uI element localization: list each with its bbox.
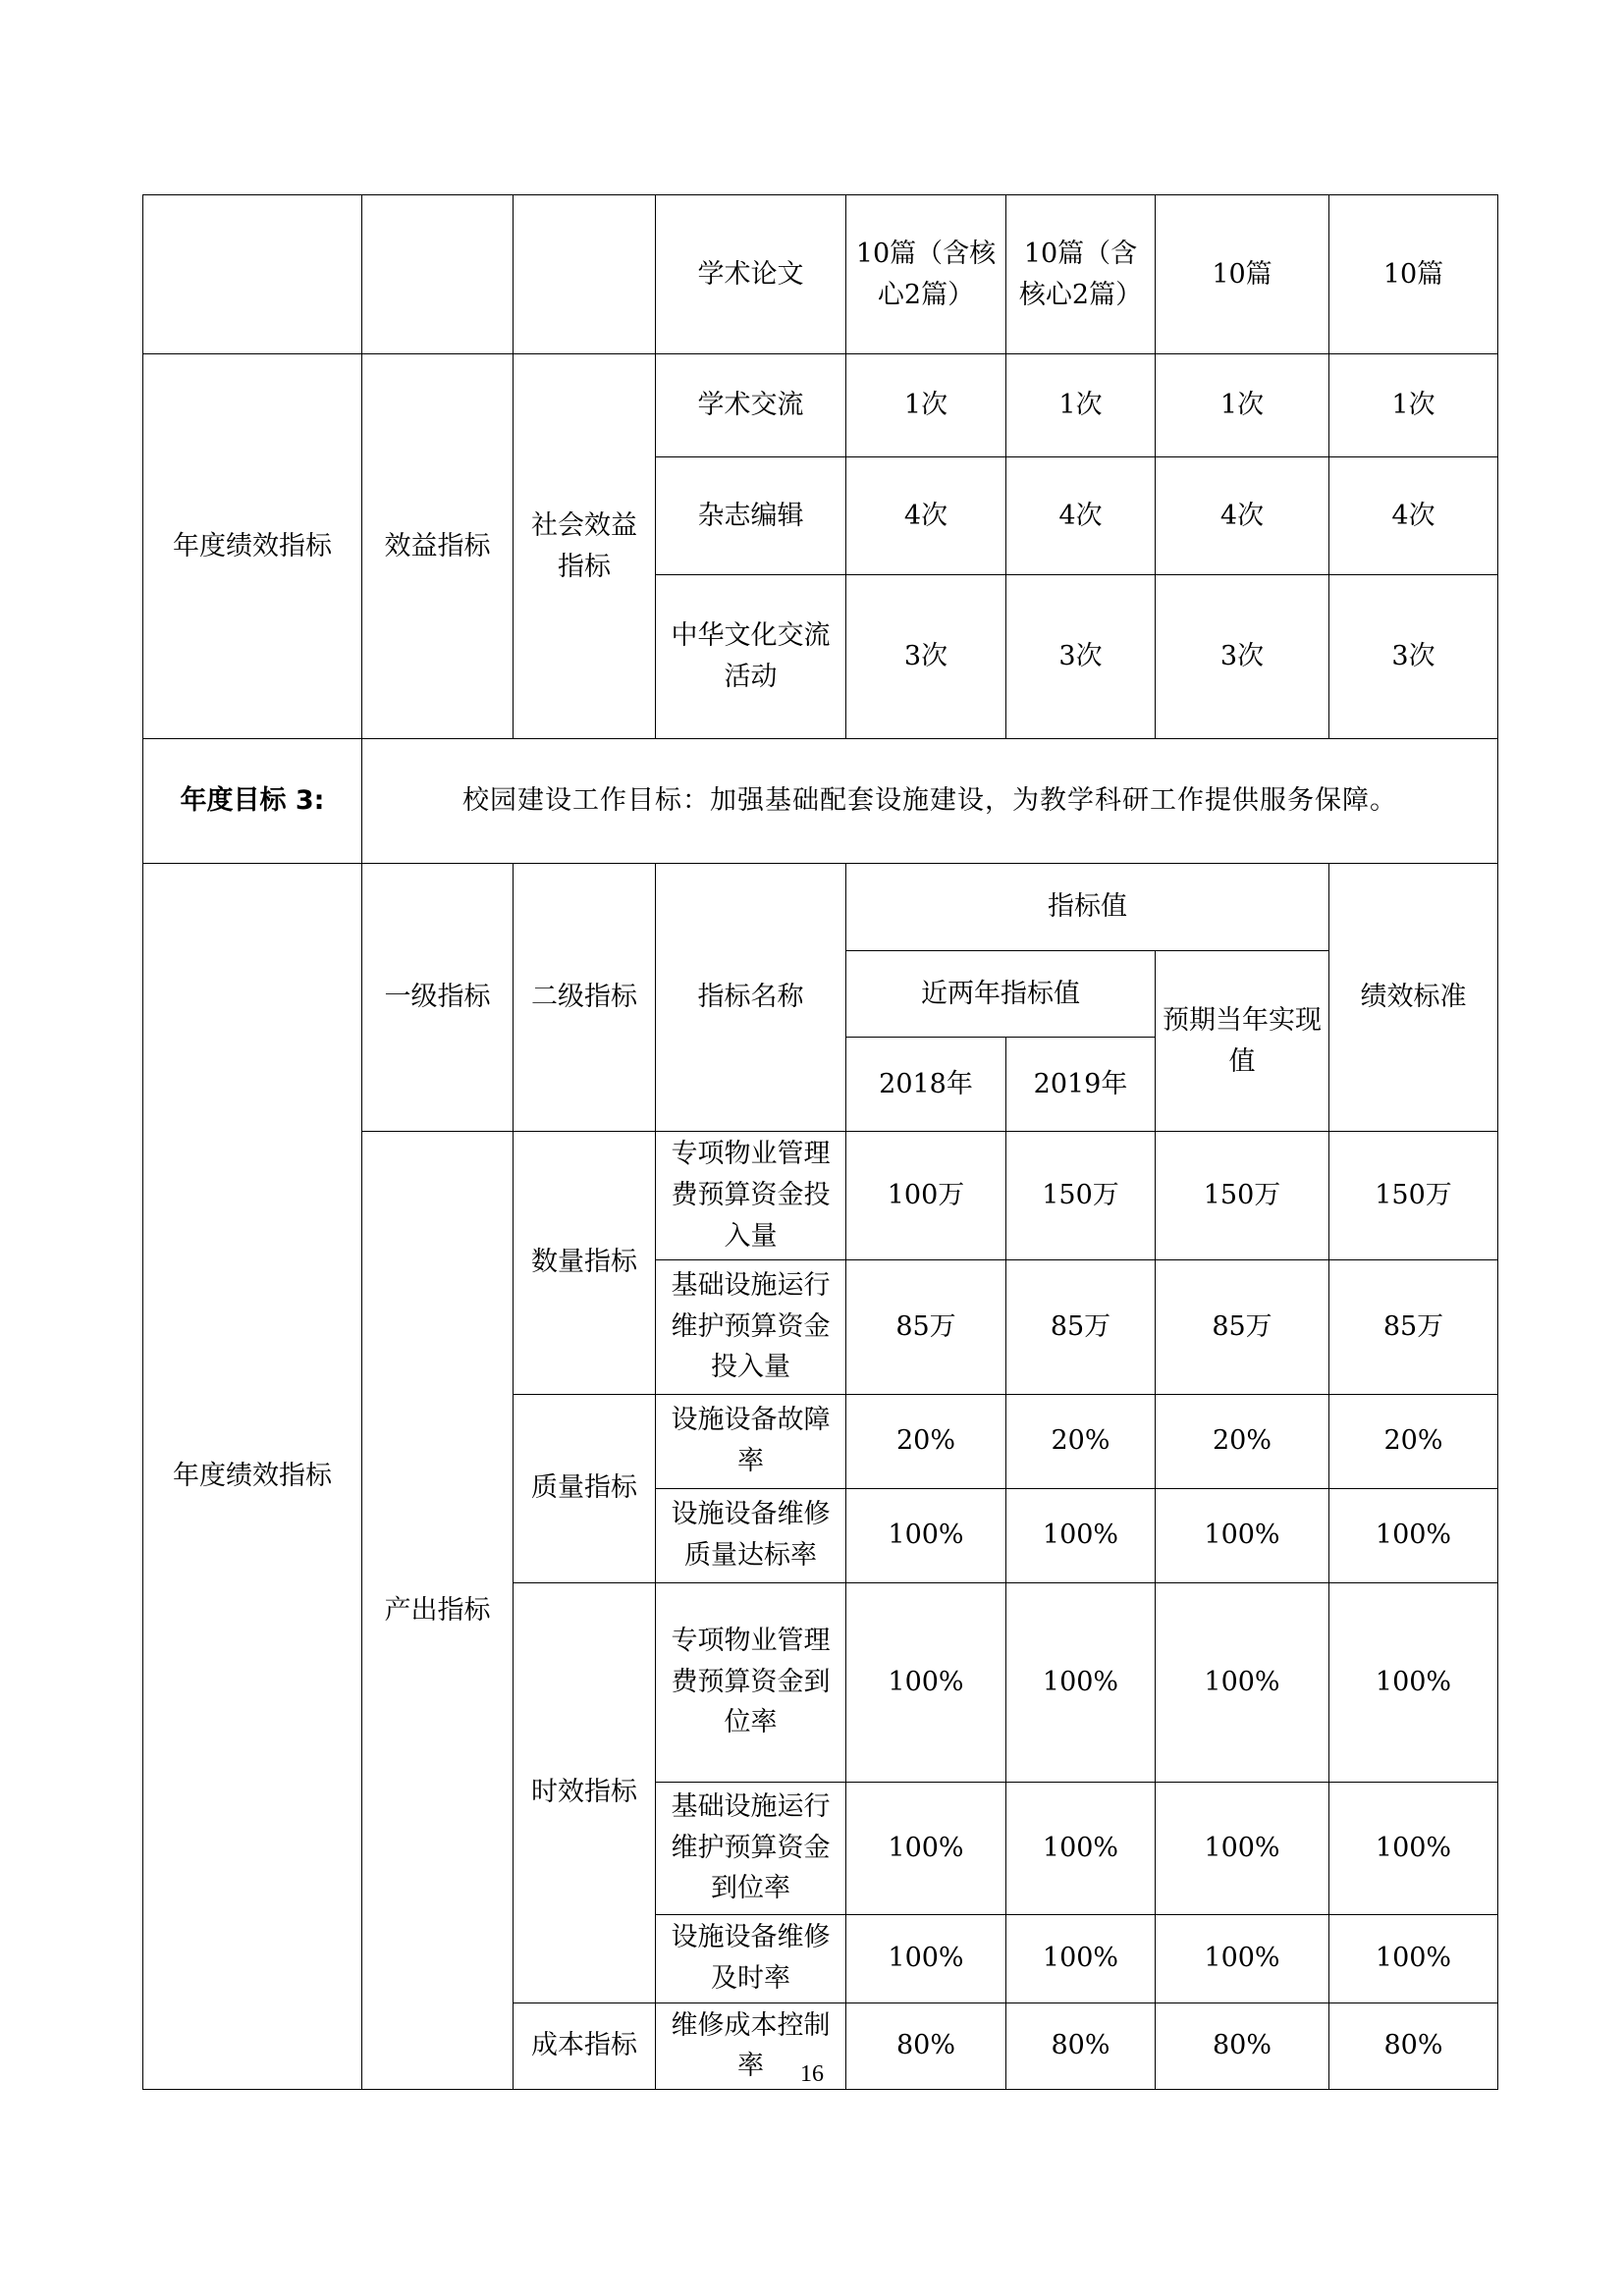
value-2018: 100% xyxy=(846,1488,1006,1582)
value-2019: 100% xyxy=(1006,1914,1156,2002)
header-level1: 一级指标 xyxy=(362,864,514,1132)
indicator-name: 设施设备故障率 xyxy=(656,1394,846,1488)
expected-value: 150万 xyxy=(1156,1132,1329,1260)
value-2018: 100% xyxy=(846,1914,1006,2002)
value-2018: 100% xyxy=(846,1582,1006,1782)
indicator-name: 维修成本控制率 xyxy=(656,2002,846,2090)
performance-standard: 4次 xyxy=(1329,457,1498,575)
level2-indicator-label: 成本指标 xyxy=(514,2002,656,2090)
header-level2: 二级指标 xyxy=(514,864,656,1132)
value-2018: 20% xyxy=(846,1394,1006,1488)
performance-standard: 100% xyxy=(1329,1782,1498,1914)
value-2018: 85万 xyxy=(846,1259,1006,1394)
level2-indicator-label: 数量指标 xyxy=(514,1132,656,1395)
table-header-row xyxy=(143,864,1498,951)
page-number: 16 xyxy=(800,2061,824,2087)
table-row xyxy=(143,354,1498,457)
indicator-name: 学术论文 xyxy=(656,195,846,354)
header-expected-value: 预期当年实现值 xyxy=(1156,951,1329,1132)
value-2019: 3次 xyxy=(1006,575,1156,739)
performance-standard: 100% xyxy=(1329,1488,1498,1582)
expected-value: 1次 xyxy=(1156,354,1329,457)
value-2018: 4次 xyxy=(846,457,1006,575)
expected-value: 100% xyxy=(1156,1782,1329,1914)
header-year-2019: 2019年 xyxy=(1006,1038,1156,1132)
performance-standard: 1次 xyxy=(1329,354,1498,457)
performance-standard: 100% xyxy=(1329,1582,1498,1782)
value-2019: 85万 xyxy=(1006,1259,1156,1394)
expected-value: 10篇 xyxy=(1156,195,1329,354)
empty-cell xyxy=(143,195,362,354)
annual-goal-text: 校园建设工作目标：加强基础配套设施建设，为教学科研工作提供服务保障。 xyxy=(362,739,1498,864)
value-2019: 80% xyxy=(1006,2002,1156,2090)
value-2018: 10篇（含核心2篇） xyxy=(846,195,1006,354)
value-2019: 100% xyxy=(1006,1582,1156,1782)
annual-goal-label: 年度目标 3: xyxy=(143,739,362,864)
performance-standard: 80% xyxy=(1329,2002,1498,2090)
header-indicator-value: 指标值 xyxy=(846,864,1329,951)
value-2018: 3次 xyxy=(846,575,1006,739)
expected-value: 20% xyxy=(1156,1394,1329,1488)
level1-indicator-label: 效益指标 xyxy=(362,354,514,739)
empty-cell xyxy=(362,195,514,354)
value-2018: 1次 xyxy=(846,354,1006,457)
expected-value: 100% xyxy=(1156,1914,1329,2002)
expected-value: 4次 xyxy=(1156,457,1329,575)
performance-standard: 3次 xyxy=(1329,575,1498,739)
indicator-name: 杂志编辑 xyxy=(656,457,846,575)
annual-performance-indicator-label: 年度绩效指标 xyxy=(143,354,362,739)
header-recent-two-years: 近两年指标值 xyxy=(846,951,1156,1038)
performance-standard: 100% xyxy=(1329,1914,1498,2002)
header-indicator-name: 指标名称 xyxy=(656,864,846,1132)
value-2019: 10篇（含核心2篇） xyxy=(1006,195,1156,354)
value-2019: 100% xyxy=(1006,1782,1156,1914)
expected-value: 3次 xyxy=(1156,575,1329,739)
value-2019: 1次 xyxy=(1006,354,1156,457)
level2-indicator-label: 质量指标 xyxy=(514,1394,656,1582)
level1-indicator-label: 产出指标 xyxy=(362,1132,514,2090)
empty-cell xyxy=(514,195,656,354)
annual-performance-indicator-label: 年度绩效指标 xyxy=(143,864,362,2090)
indicator-name: 基础设施运行维护预算资金投入量 xyxy=(656,1259,846,1394)
performance-standard: 10篇 xyxy=(1329,195,1498,354)
performance-standard: 20% xyxy=(1329,1394,1498,1488)
value-2019: 4次 xyxy=(1006,457,1156,575)
value-2019: 100% xyxy=(1006,1488,1156,1582)
value-2018: 100万 xyxy=(846,1132,1006,1260)
indicator-name: 专项物业管理费预算资金到位率 xyxy=(656,1582,846,1782)
indicator-name: 设施设备维修及时率 xyxy=(656,1914,846,2002)
header-performance-standard: 绩效标准 xyxy=(1329,864,1498,1132)
annual-goal-row xyxy=(143,739,1498,864)
expected-value: 100% xyxy=(1156,1488,1329,1582)
expected-value: 100% xyxy=(1156,1582,1329,1782)
value-2018: 100% xyxy=(846,1782,1006,1914)
expected-value: 85万 xyxy=(1156,1259,1329,1394)
performance-indicator-table xyxy=(142,194,1498,2090)
level2-indicator-label: 时效指标 xyxy=(514,1582,656,2002)
table-row xyxy=(143,195,1498,354)
indicator-name: 专项物业管理费预算资金投入量 xyxy=(656,1132,846,1260)
level2-indicator-label: 社会效益指标 xyxy=(514,354,656,739)
value-2019: 20% xyxy=(1006,1394,1156,1488)
performance-standard: 150万 xyxy=(1329,1132,1498,1260)
expected-value: 80% xyxy=(1156,2002,1329,2090)
value-2018: 80% xyxy=(846,2002,1006,2090)
header-year-2018: 2018年 xyxy=(846,1038,1006,1132)
indicator-name: 中华文化交流活动 xyxy=(656,575,846,739)
indicator-name: 设施设备维修质量达标率 xyxy=(656,1488,846,1582)
indicator-name: 基础设施运行维护预算资金到位率 xyxy=(656,1782,846,1914)
performance-standard: 85万 xyxy=(1329,1259,1498,1394)
indicator-name: 学术交流 xyxy=(656,354,846,457)
value-2019: 150万 xyxy=(1006,1132,1156,1260)
